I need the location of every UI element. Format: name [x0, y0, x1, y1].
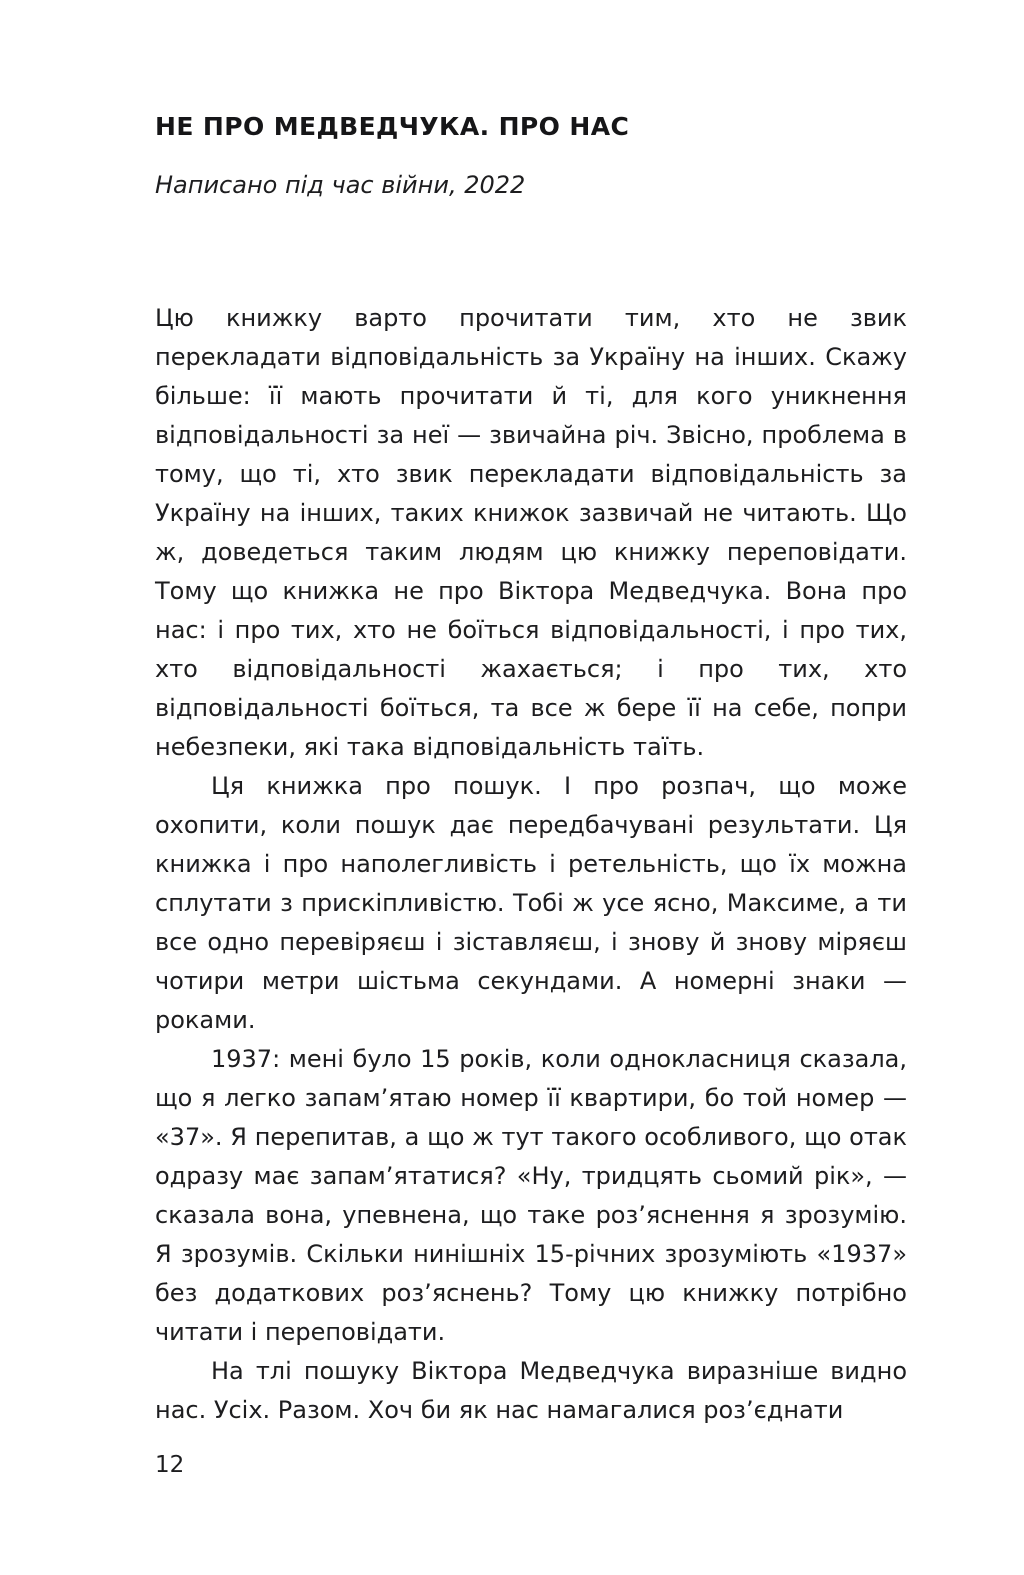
chapter-title: НЕ ПРО МЕДВЕДЧУКА. ПРО НАС [155, 112, 630, 141]
chapter-subtitle: Написано під час війни, 2022 [155, 171, 526, 199]
page-content [155, 112, 907, 1430]
paragraph: 1937: мені було 15 років, коли однокласниця сказала, що я легко запам’ятаю номер її квартири, бо той номер — «37». Я перепитав, а що ж тут такого особливого, що отак одразу має запам’ятатися? «Ну, тридцять сьомий рік», — сказала вона, упевнена, що таке роз’яснення я зрозумію. Я зрозумів. Скільки нинішніх 15-річних зрозуміють «1937» без додаткових роз’яснень? Тому цю книжку потрібно читати і переповідати. [155, 1045, 907, 1346]
paragraph: Цю книжку варто прочитати тим, хто не звик перекладати відповідальність за Україну на інших. Скажу більше: її мають прочитати й ті, для кого уникнення відповідальності за неї — звичайна річ. Звісно, проблема в тому, що ті, хто звик перекладати відповідальність за Україну на інших, таких книжок зазвичай не читають. Що ж, доведеться таким людям цю книжку переповідати. Тому що книжка не про Віктора Медведчука. Вона про нас: і про тих, хто не боїться відповідальності, і про тих, хто відповідальності жахається; і про тих, хто відповідальності боїться, та все ж бере її на себе, попри небезпеки, які така відповідальність таїть. [155, 304, 907, 761]
paragraph: На тлі пошуку Віктора Медведчука виразніше видно нас. Усіх. Разом. Хоч би як нас намагалися роз’єднати [155, 1357, 907, 1424]
body-text [155, 299, 907, 1430]
paragraph: Ця книжка про пошук. І про розпач, що може охопити, коли пошук дає передбачувані результати. Ця книжка і про наполегливість і ретельність, що їх можна сплутати з прискіпливістю. Тобі ж усе ясно, Максиме, а ти все одно перевіряєш і зіставляєш, і знову й знову міряєш чотири метри шістьма секундами. А номерні знаки — роками. [155, 772, 907, 1034]
page-number: 12 [155, 1452, 185, 1478]
